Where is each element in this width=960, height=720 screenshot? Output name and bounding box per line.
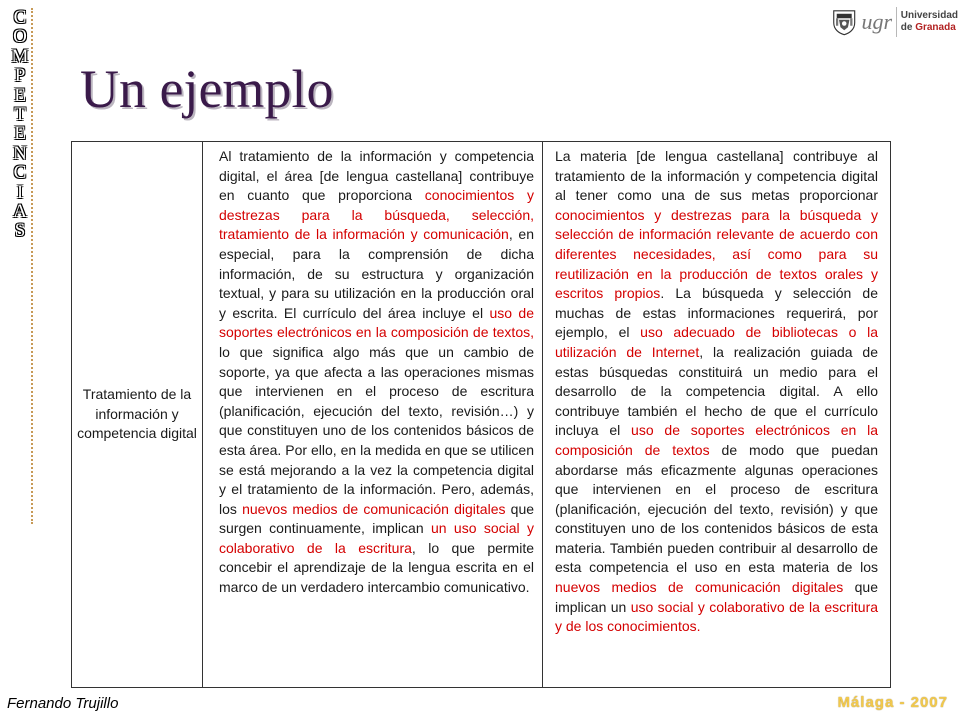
paragraph-text: , la realización guiada de estas búsquedas constituirá un medio para el desarrollo de la competencia digital. A ello contribuye también el hecho de que el currículo incluya el xyxy=(555,343,878,439)
content-table xyxy=(71,141,891,688)
paragraph-text: lo que significa algo más que un cambio de soporte, ya que afecta a las operaciones mismas que intervienen en el proceso de escritura (planificación, ejecución del texto, revisión…) y que constituyen uno de los contenidos básicos de esta área. Por ello, en la medida en que se utilicen se está mejorando a la vez la competencia digital y el tratamiento de la información. Pero, además, los xyxy=(219,343,534,517)
highlighted-text: uso de soportes electrónicos en la composición de textos, xyxy=(219,304,534,341)
logo-line1: Universidad xyxy=(900,10,958,21)
highlighted-text: nuevos medios de comunicación digitales xyxy=(555,579,844,596)
paragraph-text: Al tratamiento de la información y competencia digital, el área [de lengua castellana] contribuye en cuanto que proporciona xyxy=(219,148,534,204)
slide-title: Un ejemplo xyxy=(80,59,334,119)
logo-ugr-text: ugr xyxy=(861,9,892,34)
paragraph-text: , lo que permite concebir el aprendizaje de la lengua escrita en el marco de un verdadero intercambio comunicativo. xyxy=(219,539,534,596)
area-paragraph xyxy=(219,147,534,598)
footer-place-date: Málaga - 2007 xyxy=(837,694,948,711)
dotted-divider xyxy=(31,8,33,524)
footer-author: Fernando Trujillo xyxy=(7,695,119,712)
vertical-letter: P xyxy=(14,65,26,87)
logo-line2-name: Granada xyxy=(915,22,956,33)
vertical-letter: C xyxy=(13,7,27,28)
vertical-letter: C xyxy=(13,162,27,184)
highlighted-text: conocimientos y destrezas para la búsqueda y selección de información relevante de acuerdo con diferentes necesidades, así como para su reutilización en la producción de textos orales y escritos propios xyxy=(555,206,878,302)
university-logo xyxy=(830,2,958,42)
vertical-letter: N xyxy=(13,142,27,164)
highlighted-text: un uso social y colaborativo de la escritura xyxy=(219,520,535,556)
vertical-letter: S xyxy=(14,220,26,242)
materia-paragraph xyxy=(555,147,878,637)
paragraph-text: que implican un xyxy=(555,579,879,615)
logo-divider xyxy=(896,7,897,37)
competencias-vertical-word xyxy=(6,8,34,241)
vertical-letter: A xyxy=(13,201,27,223)
university-shield-icon xyxy=(830,3,858,41)
paragraph-text: de modo que puedan abordarse más eficazmente algunas operaciones que intervienen en el proceso de escritura (planificación, ejecución del texto, revisión) y que constituyen uno de los contenidos básicos de esta materia. También pueden contribuir al desarrollo de esta competencia el uso en esta materia de los xyxy=(555,441,878,576)
vertical-letter: O xyxy=(13,26,27,48)
highlighted-text: conocimientos y destrezas para la búsqueda, selección, tratamiento de la información y comunicación xyxy=(219,187,534,243)
highlighted-text: uso de soportes electrónicos en la composición de textos xyxy=(555,422,878,458)
highlighted-text: nuevos medios de comunicación digitales xyxy=(242,500,506,517)
highlighted-text: uso social y colaborativo de la escritura y de los conocimientos. xyxy=(555,598,879,635)
vertical-letter: E xyxy=(14,123,26,145)
logo-line2-prefix: de xyxy=(900,22,916,33)
logo-line2 xyxy=(901,22,958,34)
vertical-letter: I xyxy=(16,181,24,203)
logo-university-name xyxy=(901,10,958,34)
area-text-cell xyxy=(203,142,543,688)
paragraph-text: que surgen continuamente, implican xyxy=(219,500,535,537)
topic-label-cell: Tratamiento de la información y competencia digital xyxy=(72,142,203,688)
materia-text-cell xyxy=(543,142,891,688)
vertical-letter: T xyxy=(14,104,26,126)
paragraph-text: . La búsqueda y selección de muchas de estas informaciones requerirá, por ejemplo, el xyxy=(555,285,878,341)
vertical-letter: M xyxy=(11,45,29,67)
vertical-letter: E xyxy=(14,84,26,106)
paragraph-text: , en especial, para la comprensión de dicha información, de su estructura y organización textual, y para su utilización en la producción oral y escrita. El currículo del área incluye el xyxy=(219,226,534,321)
paragraph-text: La materia [de lengua castellana] contribuye al tratamiento de la información y competencia digital al tener como una de sus metas proporcionar xyxy=(555,148,878,204)
highlighted-text: uso adecuado de bibliotecas o la utilización de Internet xyxy=(555,324,878,360)
table-row xyxy=(72,142,891,688)
